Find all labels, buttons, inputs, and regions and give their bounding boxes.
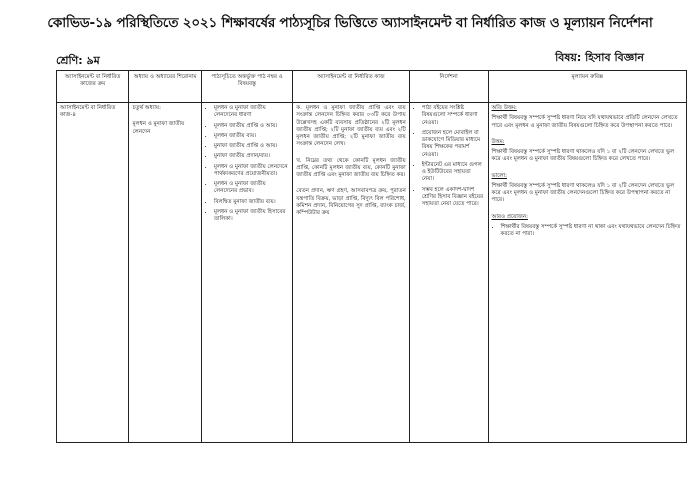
cell-instructions — [409, 103, 488, 443]
instruction-item: • ইন্টারনেট এর মাধ্যমে গুগল ও ইউটিউবের সহায়তা নেয়া। — [422, 162, 485, 184]
lesson-item: • মূলধন জাতীয় প্রাপ্তি ও আয়। — [214, 123, 289, 130]
task-data: বেতন প্রদান, ঋণ গ্রহণ, আসবাবপত্র ক্রয়, পুরাতন যন্ত্রপাতি বিক্রয়, ভাড়া প্রাপ্তি, বিদ্যুৎ বিল পরিশোধ, কমিশন প্রদান, বিনিয়োগের সুদ প্রাপ্তি, ব্যাংক চার্জ, কম্পিউটার ক্রয় — [296, 188, 406, 216]
lesson-list — [205, 105, 289, 223]
instruction-list — [413, 105, 485, 208]
chapter-title: মূলধন ও মুনাফা জাতীয় লেনদেন — [132, 121, 185, 135]
header-rubric: মূল্যায়ন রুবিক্স — [488, 71, 686, 103]
rubric-improve-text: • শিক্ষার্থীর বিষয়বস্তু সম্পর্কে সুস্পষ্ট ধারণা না থাকা এবং যথাযথভাবে লেনদেন চিহ্নিত করতে না পারা। — [501, 224, 683, 239]
rubric-improve-label: আরও প্রয়োজন: — [491, 213, 528, 220]
cell-task — [293, 103, 410, 443]
lesson-item: • মূলধন ও মুনাফা জাতীয় লেনদেনের ধারণা — [214, 105, 289, 120]
assignment-table — [56, 70, 687, 443]
header-task: অ্যাসাইনমেন্ট বা নির্ধারিত কাজ — [293, 71, 410, 103]
lesson-item: • মূলধন ও মুনাফা জাতীয় লেনদেনে পার্থক্যকরণের প্রয়োজনীয়তা। — [214, 164, 289, 179]
header-instructions: নির্দেশনা — [409, 71, 488, 103]
lesson-item: • মূলধন ও মুনাফা জাতীয় হিসাবের তালিকা। — [214, 209, 289, 224]
class-label: শ্রেণি: ৯ম — [56, 54, 100, 67]
cell-rubric — [488, 103, 686, 443]
table-header-row — [57, 71, 687, 103]
rubric-excellent-text: শিক্ষার্থী বিষয়বস্তু সম্পর্কে সুস্পষ্ট ধারণা নিয়ে যদি যথাযথভাবে প্রতিটি লেনদেন লেখতে পারে এবং মূলধন ও মুনাফা জাতীয় বিষয়গুলো চিহ্নিত করে উপস্থাপনা করতে পারে। — [491, 115, 678, 129]
table-row — [57, 103, 687, 443]
page-title: কোভিড-১৯ পরিস্থিতিতে ২০২১ শিক্ষাবর্ষের পাঠ্যসূচির ভিত্তিতে অ্যাসাইনমেন্ট বা নির্ধারিত কাজ ও মূল্যায়ন নির্দেশনা — [47, 15, 653, 31]
rubric-excellent-label: অতি উত্তম: — [491, 105, 517, 111]
task-a: ক. মূলধন ও মুনাফা জাতীয় প্রাপ্তি এবং ব্যয় সংক্রান্ত লেনদেন চিহ্নিত করার ০৩টি করে উপায় উল্লেখসহ একটি ব্যবসায় প্রতিষ্ঠানের ২টি মূলধন জাতীয় প্রাপ্তি; ২টি মুনাফা জাতীয় ব্যয় এবং ২টি মূলধন জাতীয় প্রাপ্তি; ২টি মুনাফা জাতীয় ব্যয় সংক্রান্ত লেনদেন লেখ। — [296, 105, 406, 148]
lesson-item: • বিলম্বিত মুনাফা জাতীয় ব্যয়। — [214, 199, 289, 206]
rubric-fair-label: ভালো: — [491, 172, 507, 179]
assignment-number: অ্যাসাইনমেন্ট বা নির্ধারিত কাজ-৪ — [60, 105, 116, 119]
lesson-item: • মূলধন ও মুনাফা জাতীয় লেনদেনের প্রভাব। — [214, 181, 289, 196]
header-lessons: পাঠ্যসূচিতে অন্তর্ভুক্ত পাঠ নম্বর ও বিষয়বস্তু — [201, 71, 292, 103]
instruction-item: • প্রয়োজন হলে মোবাইল বা ডাকযোগে মিডিয়ার মাধ্যমে বিষয় শিক্ষকের পরামর্শ নেওয়া। — [422, 130, 485, 159]
task-b: খ. নিম্নের তথ্য থেকে কোনটি মূলধন জাতীয় প্রাপ্তি, কোনটি মূলধন জাতীয় ব্যয়, কোনটি মুনাফা জাতীয় প্রাপ্তি এবং মুনাফা জাতীয় ব্যয় চিহ্নিত কর। — [296, 157, 406, 178]
cell-assignment-no — [57, 103, 129, 443]
header-chapter: অধ্যায় ও অধ্যায়ের শিরোনাম — [129, 71, 201, 103]
lesson-item: • মূলধন জাতীয় ব্যয়। — [214, 133, 289, 140]
subject-label: বিষয়: হিসাব বিজ্ঞান — [555, 51, 644, 64]
instruction-item: • পাঠ্য বইয়ের সংশ্লিষ্ট বিষয়গুলো সম্পর্কে ধারণা নেওয়া। — [422, 105, 485, 127]
instruction-item: • সম্ভব হলে একাদশ-দ্বাদশ শ্রেণির হিসাব বিজ্ঞান বইয়ের সহায়তা নেয়া যেতে পারে। — [422, 187, 485, 209]
cell-lessons — [201, 103, 292, 443]
header-assignment-no: অ্যাসাইনমেন্ট বা নির্ধারিত কাজের ক্রম — [57, 71, 129, 103]
rubric-good-text: শিক্ষার্থী বিষয়বস্তু সম্পর্কে সুস্পষ্ট ধারণা থাকলেও যদি ১ বা ২টি লেনদেন লেখতে ভুল করে এবং মূলধন ও মুনাফা জাতীয় বিষয়গুলো চিহ্নিত করে লেখতে পারে। — [491, 149, 675, 163]
chapter-number: চতুর্থ অধ্যায়: — [132, 105, 161, 111]
rubric-good-label: উত্তম: — [491, 138, 505, 145]
cell-chapter — [129, 103, 201, 443]
lesson-item: • মুনাফা জাতীয় প্রাপ্তি ও আয়। — [214, 143, 289, 150]
rubric-improve-list — [492, 224, 683, 239]
lesson-item: • মুনাফা জাতীয় প্রদান/ব্যয়। — [214, 153, 289, 160]
rubric-fair-text: শিক্ষার্থী বিষয়বস্তু সম্পর্কে সুস্পষ্ট ধারণা থাকলেও যদি ১ বা ২টি লেনদেন লেখতে ভুল করে এবং মূলধন ও মুনাফা জাতীয় লেনদেনগুলো চিহ্নিত করে উপস্থাপনা করতে না পারে। — [491, 182, 675, 204]
